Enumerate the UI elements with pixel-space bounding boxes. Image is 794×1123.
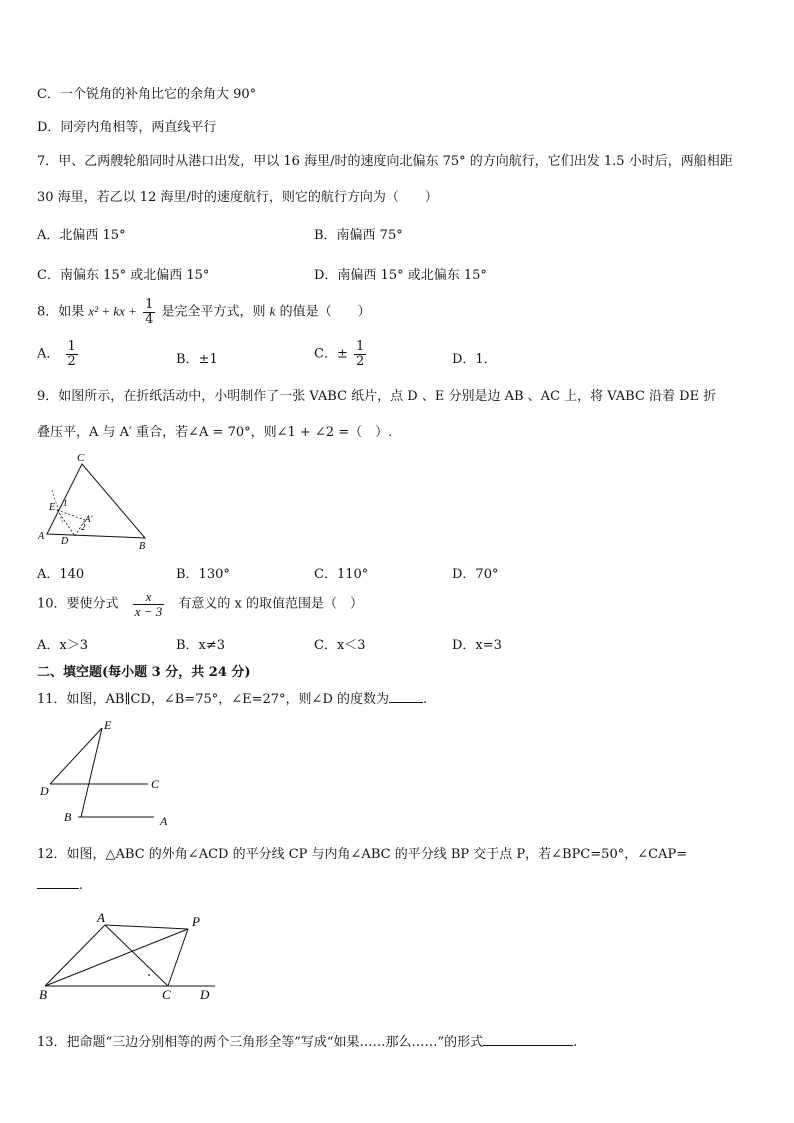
q8-option-a-frac [66,340,78,368]
q11-line-de [50,728,102,784]
option-d-prev: D．同旁内角相等，两直线平行 [37,120,217,135]
q8-option-b: B．±1 [176,352,218,367]
q11-end: . [423,692,428,707]
q10-option-a: A．x＞3 [37,638,88,653]
q9-stem-line1: 9．如图所示，在折纸活动中，小明制作了一张 VABC 纸片，点 D 、E 分别是边 AB 、AC 上，将 VABC 沿着 DE 折 [37,389,717,404]
q9-label-e: E [49,502,56,513]
q9-label-d: D [61,536,69,547]
q9-triangle [47,464,145,538]
q9-label-aprime: A′ [85,514,93,524]
q9-option-c: C．110° [314,567,369,582]
q9-option-b: B．130° [176,567,230,582]
q8-a-num: 1 [67,339,76,354]
q12-line-ap [105,925,188,929]
q10-stem [37,590,363,618]
q13-answer-blank [483,1033,573,1046]
q7-option-c: C．南偏东 15° 或北偏西 15° [37,268,210,283]
q10-fraction [133,590,165,618]
q9-figure [35,450,155,555]
q11-label-c: C [151,777,160,791]
q8-option-c-label: C．± [314,346,348,362]
q10-option-c: C．x＜3 [314,638,366,653]
q9-label-a: A [38,531,45,542]
q8-option-a [37,340,80,368]
q13-stem [37,1031,577,1050]
q9-label-1: 1 [63,498,68,508]
q12-line-ac [105,925,168,986]
option-c-prev: C．一个锐角的补角比它的余角大 90° [37,87,257,102]
q9-option-d: D．70° [452,567,499,582]
q8-c-den: 2 [355,353,365,369]
q8-fraction [143,298,155,326]
q9-label-c: C [77,452,85,464]
q7-option-b: B．南偏西 75° [314,228,403,243]
q11-label-d: D [40,784,49,798]
q8-option-d: D．1． [452,352,497,367]
section-2-heading: 二、填空题(每小题 3 分，共 24 分) [37,665,251,680]
q8-frac-num: 1 [145,297,154,312]
q10-frac-num: x [133,590,165,605]
q8-c-num: 1 [355,339,365,354]
q8-option-c-frac [354,340,366,368]
q12-line-ba [45,925,105,986]
q8-post2: 的值是（ ） [279,304,371,320]
q8-stem [37,298,371,326]
q12-figure [35,906,225,1006]
q11-label-a: A [160,814,168,828]
q13-end: . [573,1035,578,1050]
q12-label-p: P [192,914,200,929]
q12-line-pc [168,929,188,986]
q12-line-bp [45,929,188,986]
q10-pre: 10．要使分式 [37,596,119,612]
q10-option-d: D．x=3 [452,638,502,653]
q8-pre: 8．如果 [37,304,85,320]
q13-text: 13．把命题“三边分别相等的两个三角形全等”写成“如果……那么……”的形式 [37,1035,484,1050]
q12-answer-blank [37,876,79,889]
q8-option-a-label: A． [37,346,60,362]
q8-a-den: 2 [67,353,76,369]
q12-end: . [79,878,84,893]
q11-line-eb [81,728,102,817]
q10-post: 有意义的 x 的取值范围是（ ） [178,596,363,612]
q7-option-d: D．南偏西 15° 或北偏东 15° [314,268,487,283]
q12-label-b: B [39,987,47,1002]
q12-label-c: C [162,987,171,1002]
q7-stem-line2: 30 海里，若乙以 12 海里/时的速度航行，则它的航行方向为（ ） [37,190,438,205]
q9-label-2: 2 [81,522,86,532]
q12-label-a: A [97,910,105,925]
q12-stem-line1: 12．如图，△ABC 的外角∠ACD 的平分线 CP 与内角∠ABC 的平分线 BP 交于点 P，若∠BPC=50°，∠CAP= [37,847,688,862]
q8-post: 是完全平方式，则 [161,304,266,320]
q11-text: 11．如图，AB∥CD，∠B=75°，∠E=27°，则∠D 的度数为 [37,692,390,707]
q11-figure [38,716,178,831]
q7-option-a: A．北偏西 15° [37,228,126,243]
q8-k: k [269,303,276,319]
q12-dot [148,974,150,976]
q7-stem-line1: 7．甲、乙两艘轮船同时从港口出发，甲以 16 海里/时的速度向北偏东 75° 的方向航行，它们出发 1.5 小时后，两船相距 [37,154,733,169]
q8-frac-den: 4 [145,311,154,327]
q11-answer-blank [389,690,423,703]
q11-label-b: B [64,810,72,824]
q12-answer-line [37,876,83,893]
q11-label-e: E [104,718,112,732]
q11-stem [37,688,427,707]
q9-option-a: A．140 [37,567,85,582]
q10-frac-den: x − 3 [134,603,163,619]
q8-polynomial: x² + kx + [88,303,137,319]
q12-label-d: D [200,987,210,1002]
q8-option-c [314,340,368,368]
q9-label-b: B [139,541,146,552]
q9-stem-line2: 叠压平，A 与 A′ 重合，若∠A = 70°，则∠1 + ∠2 =（ ）. [37,425,393,440]
q10-option-b: B．x≠3 [176,638,226,653]
